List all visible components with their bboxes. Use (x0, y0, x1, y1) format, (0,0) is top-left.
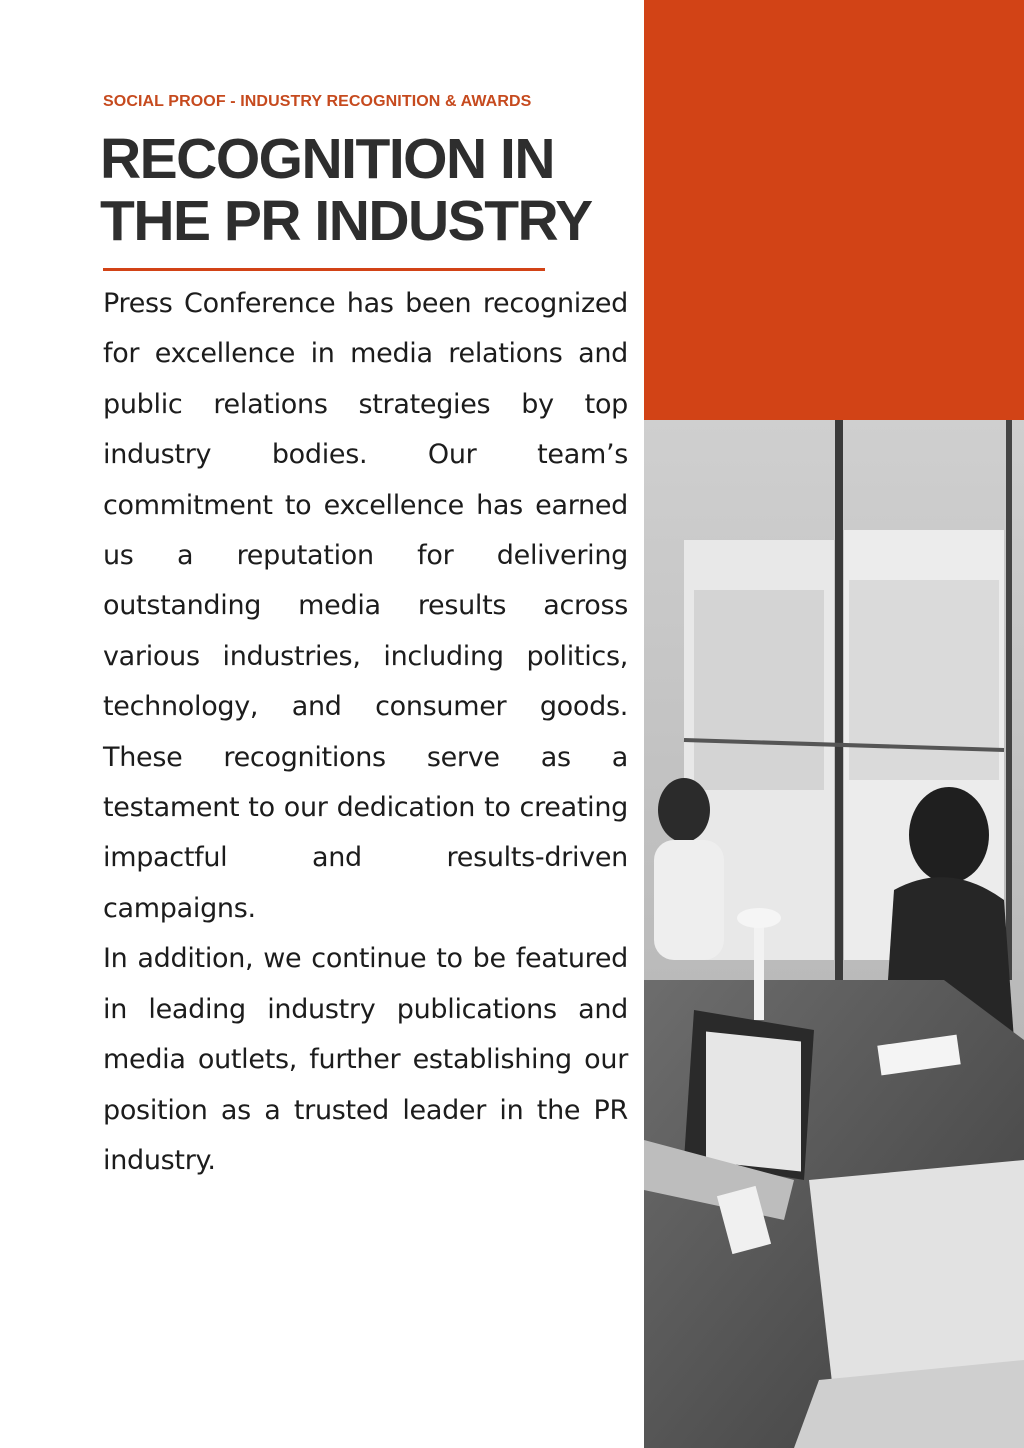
page-title (100, 128, 640, 252)
section-eyebrow: SOCIAL PROOF - INDUSTRY RECOGNITION & AWARDS (103, 93, 532, 110)
body-copy (103, 279, 628, 1186)
body-paragraph-1: Press Conference has been recognized for excellence in media relations and public relations strategies by top industry bodies. Our team’s commitment to excellence has earned us a reputation for delivering outstanding media results across various industries, including politics, technology, and consumer goods. These recognitions serve as a testament to our dedication to creating impactful and results-driven campaigns. (103, 288, 628, 924)
title-line-1: RECOGNITION IN (100, 127, 555, 191)
title-line-2: THE PR INDUSTRY (100, 189, 592, 253)
meeting-photo (644, 420, 1024, 1448)
orange-accent-block (644, 0, 1024, 420)
title-divider (103, 268, 545, 271)
body-paragraph-2: In addition, we continue to be featured in leading industry publications and media outlets, further establishing our position as a trusted leader in the PR industry. (103, 943, 628, 1176)
